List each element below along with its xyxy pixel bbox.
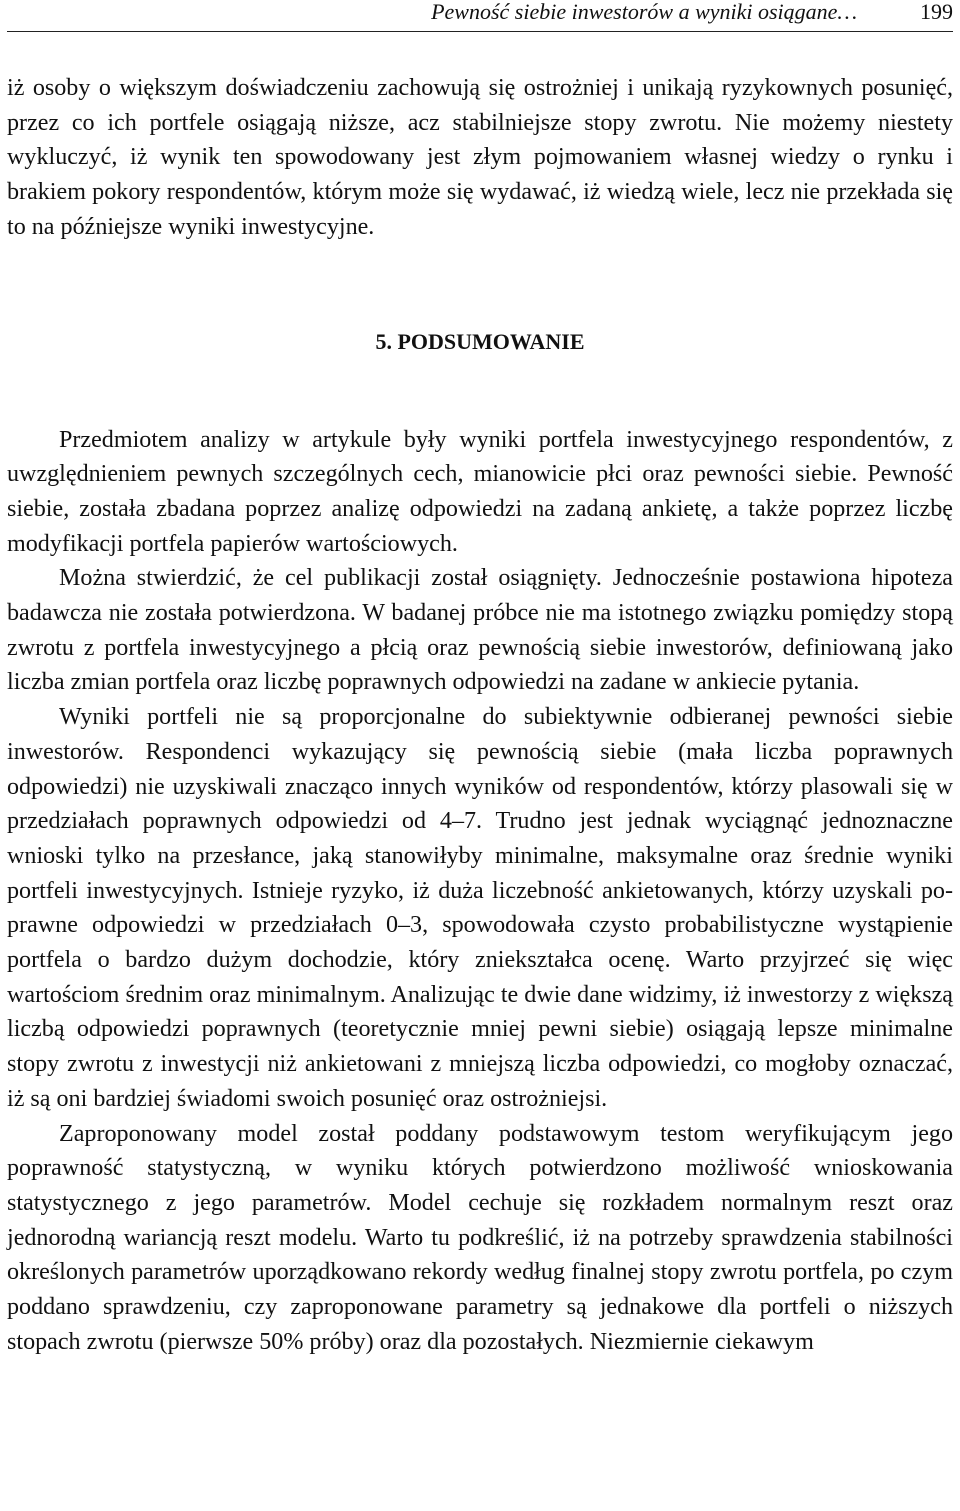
- summary-paragraph-4: Zaproponowany model został poddany podstawowym testom weryfikującym jego poprawność statystyczną, w wyniku których potwierdzono możliwość wnioskowania statystycznego z jego parametrów. Model cechuje się rozkładem normalnym reszt oraz jednorodną wariancją reszt modelu. Warto tu podkreślić, iż na potrzeby sprawdzenia stabilności określonych parametrów uporządkowano rekordy według finalnej stopy zwrotu portfela, po czym poddano sprawdzeniu, czy zaproponowane parametry są jednakowe dla portfeli o niższych stopach zwrotu (pierwsze 50% próby) oraz dla pozostałych. Niezmiernie ciekawym: [7, 1120, 953, 1355]
- paragraph-continued: iż osoby o większym doświadczeniu zachowują się ostrożniej i unikają ryzykownych posunięć, przez co ich portfele osiągają niższe, acz stabilniejsze stopy zwrotu. Nie możemy niestety wykluczyć, iż wynik ten spowodowany jest złym pojmowaniem własnej wiedzy o rynku i brakiem pokory respondentów, którym może się wydawać, iż wiedzą wiele, lecz nie przekłada się to na późniejsze wyniki inwestycyjne.: [7, 75, 953, 240]
- document-page: [7, 0, 953, 1360]
- running-header: [7, 0, 953, 32]
- summary-paragraph-3: Wyniki portfeli nie są proporcjonalne do subiektywnie odbieranej pewności siebie inwestorów. Respondenci wykazujący się pewnością siebie (mała liczba poprawnych odpowiedzi) nie uzyskiwali znacząco innych wyników od respondentów, którzy plasowali się w przedziałach poprawnych odpowiedzi od 4–7. Trudno jest jednak wyciągnąć jednoznaczne wnioski tylko na przesłance, jaką stanowiłyby minimalne, maksymalne oraz średnie wyniki portfeli inwestycyjnych. Istnieje ryzyko, iż duża liczebność ankietowanych, którzy uzyskali poprawne odpowiedzi w przedziałach 0–3, spowodowała czysto probabilistyczne wystąpienie portfela o bardzo dużym dochodzie, który zniekształca ocenę. Warto przyjrzeć się więc wartościom średnim oraz minimalnym. Analizując te dwie dane widzimy, iż inwestorzy z większą liczbą odpowiedzi poprawnych (teoretycznie mniej pewni siebie) osiągają lepsze minimalne stopy zwrotu z inwestycji niż ankietowani z mniejszą liczba odpowiedzi, co mogłoby oznaczać, iż są oni bardziej świadomi swoich posunięć oraz ostrożniejsi.: [7, 704, 953, 1112]
- section-heading: 5. PODSUMOWANIE: [375, 328, 585, 354]
- summary-paragraph-2: Można stwierdzić, że cel publikacji został osiągnięty. Jednocześnie postawiona hipoteza badawcza nie została potwierdzona. W badanej próbce nie ma istotnego związku pomiędzy stopą zwrotu z portfela inwestycyjnego a płcią oraz pewnością siebie inwestorów, definiowaną jako liczba zmian portfela oraz liczbę poprawnych odpowiedzi na zadane w ankiecie pytania.: [7, 565, 953, 696]
- summary-paragraph-1: Przedmiotem analizy w artykule były wyniki portfela inwestycyjnego respondentów, z uwzględnieniem pewnych szczególnych cech, mianowicie płci oraz pewności siebie. Pewność siebie, została zbadana poprzez analizę odpowiedzi na zadaną ankietę, a także poprzez liczbę modyfikacji portfela papierów wartościowych.: [7, 426, 953, 557]
- running-title: Pewność siebie inwestorów a wyniki osiągane…: [431, 0, 857, 24]
- page-number: 199: [920, 0, 953, 24]
